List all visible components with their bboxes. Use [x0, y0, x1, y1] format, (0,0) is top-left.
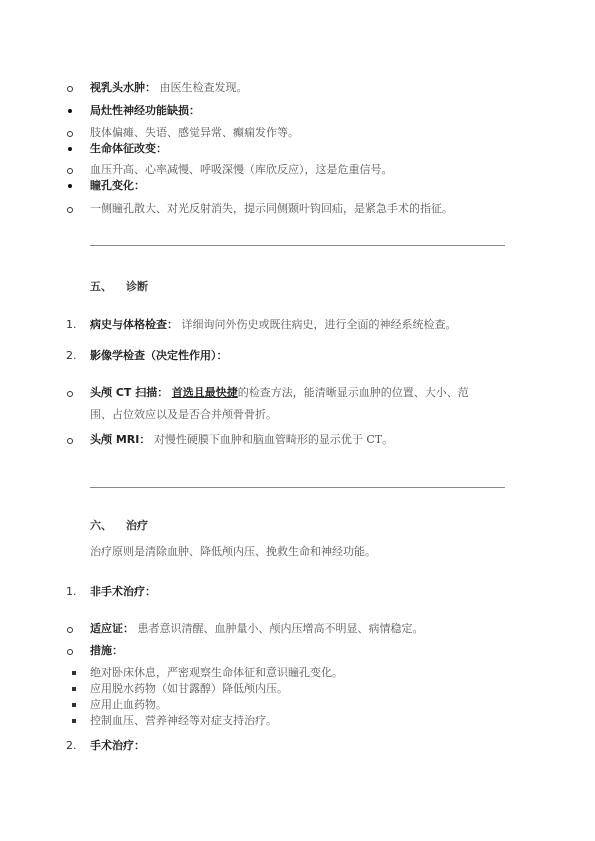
- measure-item: [0, 665, 595, 681]
- numbered-item-imaging: [0, 348, 595, 364]
- section-heading-treatment: [90, 518, 148, 534]
- item-label: 头颅 MRI：: [90, 433, 151, 446]
- hollow-bullet-icon: [67, 649, 73, 655]
- item-label: 病史与体格检查：: [90, 318, 178, 331]
- hollow-bullet-icon: [67, 131, 73, 137]
- treatment-intro: [0, 544, 595, 560]
- solid-bullet-icon: [68, 109, 72, 113]
- list-item-measures: [0, 643, 595, 659]
- item-number: 2.: [66, 349, 77, 362]
- item-label: 头颅 CT 扫描：: [90, 386, 169, 399]
- item-label: 生命体征改变：: [90, 142, 167, 155]
- hollow-bullet-icon: [67, 168, 73, 174]
- section-heading-diagnosis: [90, 279, 148, 295]
- item-label: 瞳孔变化：: [90, 179, 145, 192]
- item-text: 绝对卧床休息，严密观察生命体征和意识瞳孔变化。: [90, 666, 343, 679]
- item-text: 对慢性硬膜下血肿和脑血管畸形的显示优于 CT。: [150, 433, 394, 446]
- list-item-papilledema: [0, 80, 595, 96]
- list-item-vital-signs-detail: [0, 162, 595, 178]
- item-label: 措施：: [90, 644, 123, 657]
- section-number: 六、: [90, 519, 112, 532]
- section-title: 诊断: [126, 280, 148, 293]
- hollow-bullet-icon: [67, 438, 73, 444]
- list-item-pupil: [0, 178, 595, 194]
- hollow-bullet-icon: [67, 207, 73, 213]
- measure-item: [0, 681, 595, 697]
- item-number: 2.: [66, 739, 77, 752]
- item-number: 1.: [66, 318, 77, 331]
- list-item-focal-deficit: [0, 103, 595, 119]
- item-number: 1.: [66, 585, 77, 598]
- list-item-focal-deficit-detail: [0, 125, 595, 141]
- section-title: 治疗: [126, 519, 148, 532]
- item-text: 肢体偏瘫、失语、感觉异常、癫痫发作等。: [90, 126, 299, 139]
- item-text: 血压升高、心率减慢、呼吸深慢（库欣反应），这是危重信号。: [90, 163, 393, 176]
- item-label: 手术治疗：: [90, 739, 145, 752]
- horizontal-divider: [90, 487, 505, 488]
- item-text: 应用脱水药物（如甘露醇）降低颅内压。: [90, 682, 288, 695]
- item-text: 的检查方法，能清晰显示血肿的位置、大小、范: [237, 386, 469, 399]
- item-label: 视乳头水肿：: [90, 81, 156, 94]
- horizontal-divider: [90, 245, 505, 246]
- solid-bullet-icon: [68, 147, 72, 151]
- numbered-item-surgical: [0, 738, 595, 754]
- item-text: 详细询问外伤史或既往病史，进行全面的神经系统检查。: [178, 318, 457, 331]
- list-item-vital-signs: [0, 141, 595, 157]
- list-item-pupil-detail: [0, 201, 595, 217]
- paragraph-text: 治疗原则是清除血肿、降低颅内压、挽救生命和神经功能。: [90, 545, 376, 558]
- solid-bullet-icon: [68, 184, 72, 188]
- square-bullet-icon: [72, 703, 76, 707]
- hollow-bullet-icon: [67, 391, 73, 397]
- item-label: 影像学检查（决定性作用）：: [90, 349, 228, 362]
- section-number: 五、: [90, 280, 112, 293]
- square-bullet-icon: [72, 719, 76, 723]
- item-text: 围、占位效应以及是否合并颅骨骨折。: [90, 408, 277, 421]
- list-item-mri: [0, 432, 595, 448]
- square-bullet-icon: [72, 671, 76, 675]
- numbered-item-nonsurgical: [0, 584, 595, 600]
- measure-item: [0, 713, 595, 729]
- list-item-ct: [0, 385, 595, 401]
- item-text: 一侧瞳孔散大、对光反射消失，提示同侧颞叶钩回疝，是紧急手术的指征。: [90, 202, 453, 215]
- item-text: 患者意识清醒、血肿量小、颅内压增高不明显、病情稳定。: [134, 622, 424, 635]
- square-bullet-icon: [72, 687, 76, 691]
- item-text: 由医生检查发现。: [156, 81, 248, 94]
- item-text: 控制血压、营养神经等对症支持治疗。: [90, 714, 277, 727]
- hollow-bullet-icon: [67, 627, 73, 633]
- list-item-indication: [0, 621, 595, 637]
- list-item-ct-continued: [0, 407, 595, 423]
- item-label: 局灶性神经功能缺损：: [90, 104, 200, 117]
- hollow-bullet-icon: [67, 86, 73, 92]
- item-text: 应用止血药物。: [90, 698, 167, 711]
- numbered-item-history: [0, 317, 595, 333]
- measure-item: [0, 697, 595, 713]
- item-label: 适应证：: [90, 622, 134, 635]
- item-label: 非手术治疗：: [90, 585, 156, 598]
- emphasis-text: 首选且最快捷: [171, 386, 238, 399]
